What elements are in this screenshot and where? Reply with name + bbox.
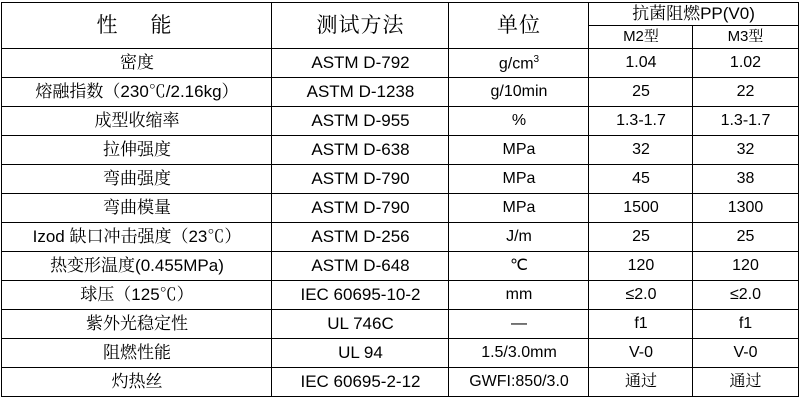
table-row [2, 194, 798, 223]
header-property: 性 能 [2, 3, 272, 49]
cell-method: IEC 60695-10-2 [272, 281, 449, 310]
table-row [2, 165, 798, 194]
cell-value-m2: 通过 [589, 368, 693, 397]
cell-method: IEC 60695-2-12 [272, 368, 449, 397]
cell-value-m3: ≤2.0 [693, 281, 798, 310]
cell-property: 熔融指数（230℃/2.16kg） [2, 78, 272, 107]
cell-property: 球压（125℃） [2, 281, 272, 310]
cell-unit: 1.5/3.0mm [449, 339, 589, 368]
cell-unit: mm [449, 281, 589, 310]
cell-unit: % [449, 107, 589, 136]
cell-value-m2: 45 [589, 165, 693, 194]
cell-value-m2: 1.04 [589, 49, 693, 78]
table-row [2, 368, 798, 397]
table-row [2, 223, 798, 252]
cell-value-m2: 32 [589, 136, 693, 165]
cell-method: ASTM D-792 [272, 49, 449, 78]
header-grade-m3: M3型 [693, 26, 798, 49]
cell-value-m2: ≤2.0 [589, 281, 693, 310]
cell-method: ASTM D-790 [272, 165, 449, 194]
table-row [2, 107, 798, 136]
table-row [2, 49, 798, 78]
cell-value-m3: 120 [693, 252, 798, 281]
table-row [2, 252, 798, 281]
cell-property: 灼热丝 [2, 368, 272, 397]
table-row [2, 339, 798, 368]
cell-property: Izod 缺口冲击强度（23℃） [2, 223, 272, 252]
cell-value-m2: 25 [589, 223, 693, 252]
table-row [2, 281, 798, 310]
cell-unit [449, 49, 589, 78]
table-body [2, 49, 798, 397]
cell-property: 热变形温度(0.455MPa) [2, 252, 272, 281]
cell-value-m3: f1 [693, 310, 798, 339]
material-spec-table [1, 2, 798, 397]
table-row [2, 310, 798, 339]
cell-property: 弯曲强度 [2, 165, 272, 194]
cell-value-m2: 1500 [589, 194, 693, 223]
cell-method: UL 94 [272, 339, 449, 368]
cell-property: 密度 [2, 49, 272, 78]
cell-property: 阻燃性能 [2, 339, 272, 368]
table-header [2, 3, 798, 49]
cell-value-m3: 通过 [693, 368, 798, 397]
cell-value-m2: 25 [589, 78, 693, 107]
cell-value-m2: 1.3-1.7 [589, 107, 693, 136]
cell-unit-text: g/cm [498, 54, 534, 72]
header-grade-m2: M2型 [589, 26, 693, 49]
cell-unit: g/10min [449, 78, 589, 107]
cell-value-m3: 22 [693, 78, 798, 107]
table-row [2, 78, 798, 107]
cell-unit: MPa [449, 194, 589, 223]
table-row [2, 136, 798, 165]
cell-property: 成型收缩率 [2, 107, 272, 136]
cell-unit: ℃ [449, 252, 589, 281]
cell-value-m2: 120 [589, 252, 693, 281]
cell-unit: MPa [449, 136, 589, 165]
cell-method: ASTM D-1238 [272, 78, 449, 107]
cell-value-m3: 38 [693, 165, 798, 194]
cell-value-m2: V-0 [589, 339, 693, 368]
cell-value-m3: V-0 [693, 339, 798, 368]
cell-property: 紫外光稳定性 [2, 310, 272, 339]
header-grade-group: 抗菌阻燃PP(V0) [589, 3, 798, 26]
cell-unit: GWFI:850/3.0 [449, 368, 589, 397]
cell-method: ASTM D-955 [272, 107, 449, 136]
cell-value-m3: 32 [693, 136, 798, 165]
cell-unit: J/m [449, 223, 589, 252]
cell-method: ASTM D-648 [272, 252, 449, 281]
cell-value-m3: 1.02 [693, 49, 798, 78]
cell-method: ASTM D-790 [272, 194, 449, 223]
cell-value-m2: f1 [589, 310, 693, 339]
cell-value-m3: 25 [693, 223, 798, 252]
cell-unit-superscript: 3 [533, 53, 540, 65]
cell-method: ASTM D-256 [272, 223, 449, 252]
header-unit: 单位 [449, 3, 589, 49]
cell-method: ASTM D-638 [272, 136, 449, 165]
cell-value-m3: 1.3-1.7 [693, 107, 798, 136]
cell-unit: MPa [449, 165, 589, 194]
cell-value-m3: 1300 [693, 194, 798, 223]
cell-method: UL 746C [272, 310, 449, 339]
cell-property: 拉伸强度 [2, 136, 272, 165]
cell-property: 弯曲模量 [2, 194, 272, 223]
header-method: 测试方法 [272, 3, 449, 49]
cell-unit: — [449, 310, 589, 339]
